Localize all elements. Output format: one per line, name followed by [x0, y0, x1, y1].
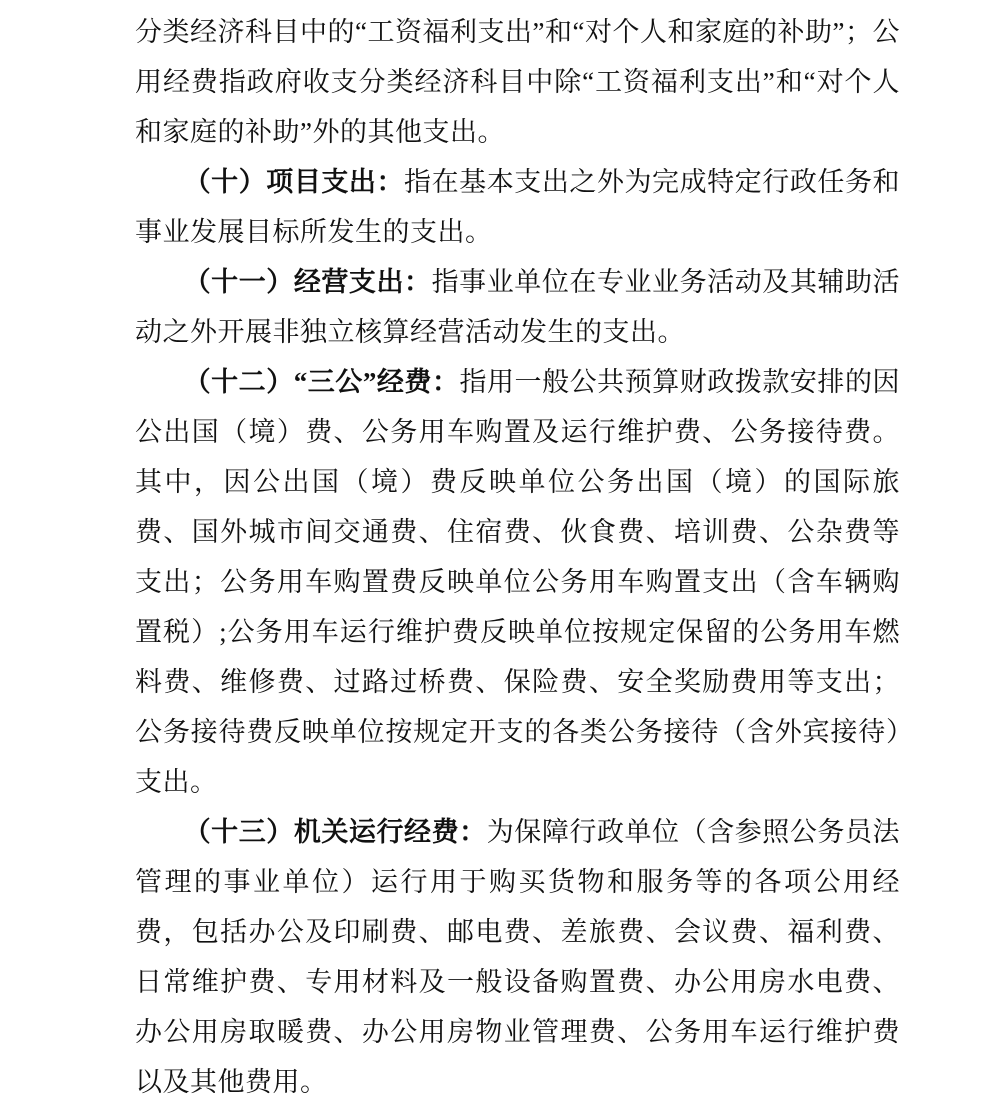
paragraph-clause-10 [135, 157, 900, 257]
clause-body: 为保障行政单位（含参照公务员法管理的事业单位）运行用于购买货物和服务等的各项公用经费，包括办公及印刷费、邮电费、差旅费、会议费、福利费、日常维护费、专用材料及一般设备购置费、办公用房水电费、办公用房取暖费、办公用房物业管理费、公务用车运行维护费以及其他费用。 [135, 817, 901, 1097]
clause-body: 指事业单位在专业业务活动及其辅助活动之外开展非独立核算经营活动发生的支出。 [135, 267, 901, 347]
clause-heading: （十）项目支出： [183, 167, 405, 197]
clause-heading: （十二）“三公”经费： [183, 367, 460, 397]
clause-body: 指用一般公共预算财政拨款安排的因公出国（境）费、公务用车购置及运行维护费、公务接待费。其中，因公出国（境）费反映单位公务出国（境）的国际旅费、国外城市间交通费、住宿费、伙食费、培训费、公杂费等支出；公务用车购置费反映单位公务用车购置支出（含车辆购置税）;公务用车运行维护费反映单位按规定保留的公务用车燃料费、维修费、过路过桥费、保险费、安全奖励费用等支出；公务接待费反映单位按规定开支的各类公务接待（含外宾接待）支出。 [135, 367, 901, 797]
paragraph-clause-11 [135, 257, 900, 357]
paragraph-clause-13 [135, 807, 900, 1107]
paragraph-clause-12 [135, 357, 900, 807]
clause-body: 分类经济科目中的“工资福利支出”和“对个人和家庭的补助”；公用经费指政府收支分类经济科目中除“工资福利支出”和“对个人和家庭的补助”外的其他支出。 [135, 17, 900, 147]
clause-heading: （十一）经营支出： [183, 267, 432, 297]
clause-heading: （十三）机关运行经费： [183, 817, 487, 847]
paragraph-continuation [135, 7, 900, 157]
clause-body: 指在基本支出之外为完成特定行政任务和事业发展目标所发生的支出。 [135, 167, 901, 247]
